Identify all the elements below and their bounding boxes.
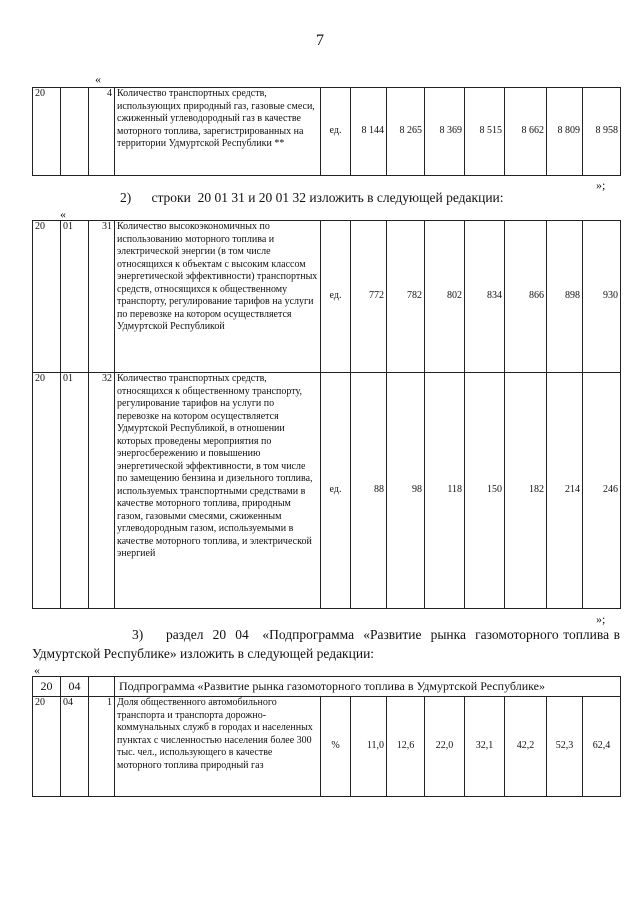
- value-cell: 8 369: [425, 88, 465, 176]
- value-cell: 11,0: [351, 697, 387, 797]
- value-cell: 150: [465, 373, 505, 609]
- indicator-description: Количество транспортных средств, относящихся к общественному транспорту, регулирование тарифов на услуги по перевозке на котором осуществляется Удмуртской Республикой, в отношении которых проведены мероприятия по энергосбережению и повышению энергетической эффективности, в том числе по замещению бензина и дизельного топлива, используемых транспортными средствами в качестве моторного топлива, природным газом, газовыми смесями, сжиженным углеводородным газом, используемыми в качестве моторного топлива, и электрической энергией: [115, 373, 321, 609]
- indicator-description: Количество транспортных средств, использующих природный газ, газовые смеси, сжиженный углеводородный газ в качестве моторного топлива, зарегистрированных на территории Удмуртской Республики **: [115, 88, 321, 176]
- code-cell-3: 1: [89, 697, 115, 797]
- table-row: [33, 373, 621, 609]
- value-cell: 8 662: [505, 88, 547, 176]
- value-cell: 782: [387, 221, 425, 373]
- code-cell-1: 20: [33, 221, 61, 373]
- item-3-instruction: 3) раздел 20 04 «Подпрограмма «Развитие рынка газомоторного топлива в Удмуртской Республике» изложить в следующей редакции:: [32, 627, 624, 661]
- value-cell: 8 144: [351, 88, 387, 176]
- page-number: 7: [316, 32, 324, 49]
- unit-cell: ед.: [321, 221, 351, 373]
- table-row: [33, 697, 621, 797]
- value-cell: 62,4: [583, 697, 621, 797]
- table-section-2: [32, 220, 621, 609]
- unit-cell: ед.: [321, 88, 351, 176]
- unit-cell: ед.: [321, 373, 351, 609]
- code-cell-1: 20: [33, 677, 61, 697]
- code-cell-1: 20: [33, 88, 61, 176]
- code-cell-1: 20: [33, 697, 61, 797]
- code-cell-2: [61, 88, 89, 176]
- code-cell-2: 04: [61, 697, 89, 797]
- code-cell-3: 31: [89, 221, 115, 373]
- value-cell: 98: [387, 373, 425, 609]
- unit-cell: %: [321, 697, 351, 797]
- subprogram-title: Подпрограмма «Развитие рынка газомоторного топлива в Удмуртской Республике»: [115, 677, 621, 697]
- close-quote: »;: [596, 612, 606, 626]
- table-section-1: [32, 87, 621, 176]
- code-cell-1: 20: [33, 373, 61, 609]
- code-cell-3: [89, 677, 115, 697]
- value-cell: 8 809: [547, 88, 583, 176]
- value-cell: 52,3: [547, 697, 583, 797]
- open-quote: «: [34, 663, 40, 677]
- table-row: [33, 221, 621, 373]
- value-cell: 246: [583, 373, 621, 609]
- value-cell: 118: [425, 373, 465, 609]
- open-quote: «: [95, 72, 101, 86]
- value-cell: 182: [505, 373, 547, 609]
- code-cell-2: 04: [61, 677, 89, 697]
- indicator-description: Количество высокоэкономичных по использованию моторного топлива и электрической энергии (в том числе относящихся к объектам с высоким классом энергетической эффективности) транспортных средств, относящихся к общественному транспорту, регулирование тарифов на услуги по перевозке на котором осуществляется Удмуртской Республикой: [115, 221, 321, 373]
- code-cell-2: 01: [61, 221, 89, 373]
- item-2-instruction: 2) строки 20 01 31 и 20 01 32 изложить в следующей редакции:: [120, 190, 504, 205]
- value-cell: 834: [465, 221, 505, 373]
- value-cell: 866: [505, 221, 547, 373]
- value-cell: 8 265: [387, 88, 425, 176]
- code-cell-3: 32: [89, 373, 115, 609]
- table-row: [33, 88, 621, 176]
- table-section-3: [32, 676, 621, 797]
- open-quote: «: [60, 207, 66, 221]
- value-cell: 88: [351, 373, 387, 609]
- close-quote: »;: [596, 178, 606, 192]
- value-cell: 42,2: [505, 697, 547, 797]
- table-row: [33, 677, 621, 697]
- value-cell: 930: [583, 221, 621, 373]
- value-cell: 802: [425, 221, 465, 373]
- code-cell-3: 4: [89, 88, 115, 176]
- indicator-description: Доля общественного автомобильного транспорта и транспорта дорожно-коммунальных служб в городах и населенных пунктах с численностью населения более 300 тыс. чел., использующего в качестве моторного топлива природный газ: [115, 697, 321, 797]
- value-cell: 32,1: [465, 697, 505, 797]
- value-cell: 12,6: [387, 697, 425, 797]
- value-cell: 8 958: [583, 88, 621, 176]
- value-cell: 22,0: [425, 697, 465, 797]
- value-cell: 898: [547, 221, 583, 373]
- code-cell-2: 01: [61, 373, 89, 609]
- value-cell: 772: [351, 221, 387, 373]
- value-cell: 214: [547, 373, 583, 609]
- value-cell: 8 515: [465, 88, 505, 176]
